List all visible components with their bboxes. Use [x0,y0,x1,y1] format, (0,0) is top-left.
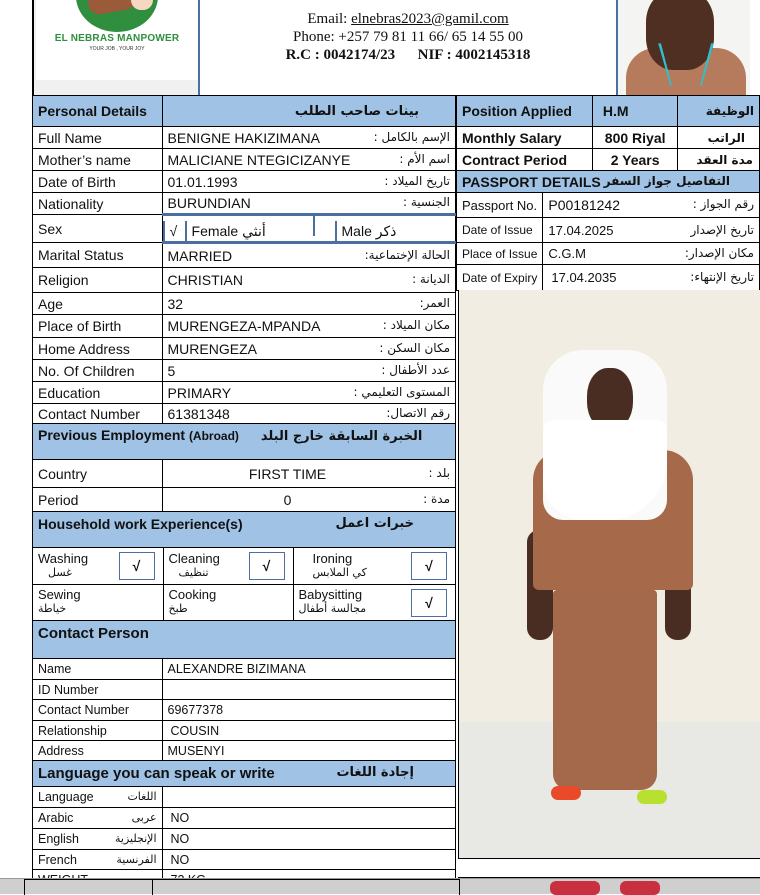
skill-cleaning [163,548,293,584]
passport-header-row [457,171,760,193]
male-option: Male ذكر [335,221,445,241]
skill-label: Cooking [168,587,217,603]
language-name [33,808,163,829]
field-value: CHRISTIAN [167,272,243,288]
field-value: NO [162,829,455,850]
field-label: Passport No. [457,193,543,218]
skill-label-ar: خياطة [38,602,67,616]
skill-label-ar: طبخ [168,602,188,616]
field-value-cell [162,488,455,512]
field-value: 17.04.2035 [551,270,617,285]
skill-label-ar: غسل [48,565,72,579]
skill-washing [33,548,163,584]
field-value: 17.04.2025 [548,222,614,238]
field-label-ar: رقم الجواز : [692,197,754,211]
languages-header [33,761,456,787]
field-label-ar: رقم الاتصال: [386,405,450,420]
skill-label: Ironing [312,550,353,566]
field-value-cell [543,265,760,291]
field-label: No. Of Children [33,360,163,382]
field-label-ar: مدة : [423,491,450,506]
field-value: MARRIED [167,247,233,264]
section-title: Previous Employment [38,427,186,443]
field-label: Place of Issue [457,243,543,265]
table-row [33,404,456,424]
table-row [457,193,760,218]
language-row [33,829,456,850]
field-label: Home Address [33,338,163,360]
position-applied-row [457,96,760,127]
field-label: Sex [33,215,163,243]
table-row [33,488,456,512]
headshot-photo [616,0,750,95]
field-value-cell [162,382,455,404]
field-label-ar: تاريخ الإنتهاء: [690,270,754,284]
table-row [33,268,456,293]
field-label-ar: الراتب [678,127,760,149]
field-value: 01.01.1993 [167,173,238,190]
skills-row-2 [33,584,455,620]
skill-label: Washing [38,550,89,566]
field-value-cell [162,127,455,149]
previous-employment-header [33,424,456,460]
field-label: Religion [33,268,163,293]
field-label-ar: مكان السكن : [379,340,450,355]
field-label: Date of Expiry [457,265,543,291]
field-value-cell [543,193,760,218]
table-row [457,265,760,291]
field-value-cell [162,171,455,193]
field-label: Country [33,460,163,488]
table-row [33,149,456,171]
field-label: Contract Period [457,149,593,171]
skills-row-1 [33,548,455,584]
section-title-ar: التفاصيل جواز السفر [603,173,730,188]
table-row [33,293,456,315]
table-row [33,680,456,700]
field-value-cell [543,218,760,243]
section-title: Household work Experience(s) [38,516,243,532]
field-label: Period [33,488,163,512]
next-page-preview [0,878,760,894]
female-option: Female أنثي [185,221,313,241]
field-value: 5 [167,362,176,379]
applicant-details-table [32,95,456,890]
field-label: Nationality [33,193,163,215]
contract-value: 2 Years [592,149,678,171]
language-name [33,829,163,850]
ironing-checkbox[interactable]: √ [411,552,447,580]
field-value: P00181242 [548,197,621,213]
table-row [33,721,456,741]
field-label: Date of Issue [457,218,543,243]
email-line: Email: elnebras2023@gamil.com [307,11,509,27]
skill-label: Sewing [38,587,81,603]
field-value-cell [162,268,455,293]
contract-row [457,149,760,171]
cleaning-checkbox[interactable]: √ [249,552,285,580]
field-label: Relationship [33,721,163,741]
washing-checkbox[interactable]: √ [119,552,155,580]
field-value: MUSENYI [162,741,455,761]
position-passport-table [456,95,760,291]
field-value: 0 [283,491,292,508]
logo-panel [32,0,200,95]
field-label-ar: مكان الميلاد : [382,318,450,332]
field-value-cell [162,149,455,171]
field-label: Place of Birth [33,315,163,338]
field-value: NO [162,808,455,829]
field-label: Position Applied [457,96,593,127]
field-value: COUSIN [162,721,455,741]
section-title: Contact Person [33,621,456,659]
email-link[interactable]: elnebras2023@gamil.com [351,11,509,27]
empty-cell [162,787,455,808]
field-label: Monthly Salary [457,127,593,149]
section-title-suffix: (Abroad) [188,429,239,443]
field-value: 61381348 [167,405,230,422]
field-label: Address [33,741,163,761]
skill-label: Cleaning [168,550,220,566]
skill-ironing [293,548,455,584]
field-label: Full Name [33,127,163,149]
field-value-cell [162,360,455,382]
field-value-cell [162,293,455,315]
field-value-cell [162,243,455,268]
field-label-ar: المستوى التعليمي : [353,384,450,399]
field-label-ar: تاريخ الإصدار [690,222,754,237]
table-row [33,243,456,268]
field-label-ar: الوظيفة [678,96,760,127]
field-label: Arabic [38,811,74,825]
field-value-cell [162,315,455,338]
table-row [33,193,456,215]
sex-options [162,215,455,243]
field-label-ar: عربى [131,811,157,824]
sex-row [33,215,456,243]
rc-number: R.C : 0042174/23 [285,47,396,63]
field-value: 69677378 [162,700,455,721]
male-checkbox[interactable] [313,216,335,236]
logo-emblem-icon [76,0,158,32]
field-label: English [38,832,79,846]
skill-sewing [33,584,163,620]
field-label-ar: العمر: [419,295,450,310]
field-value: PRIMARY [167,384,232,401]
contact-person-header [33,621,456,659]
table-row [33,338,456,360]
table-row [33,741,456,761]
nif-number: NIF : 4002145318 [417,47,531,63]
field-label-ar: الإنجليزية [115,832,157,845]
section-title: Language you can speak or write [38,765,275,782]
section-header-cell [457,171,760,193]
table-row [457,243,760,265]
field-value-cell [162,460,455,488]
field-label: Mother’s name [33,149,163,171]
company-contact-block [200,10,616,64]
language-name [33,850,163,870]
table-row [33,382,456,404]
company-logo [36,0,198,80]
field-value [162,680,455,700]
photo-footer-row [458,858,760,878]
field-value-cell [162,338,455,360]
field-label: Date of Birth [33,171,163,193]
field-label-ar: الفرنسية [116,852,157,866]
language-header-row [33,787,456,808]
household-header [33,512,456,548]
table-row [33,127,456,149]
field-value: ALEXANDRE BIZIMANA [162,659,455,680]
section-title-ar: بينات صاحب الطلب [162,96,455,127]
field-label-ar: عدد الأطفال : [381,362,450,377]
company-name: EL NEBRAS MANPOWER [54,33,180,44]
table-row [33,700,456,721]
phone-line: Phone: +257 79 81 11 66/ 65 14 55 00 [293,29,523,45]
female-checkbox[interactable]: √ [163,221,185,241]
section-header-cell [33,424,456,460]
field-value-cell [162,404,455,424]
language-row [33,808,456,829]
language-column-header [33,787,163,808]
table-row [33,171,456,193]
registration-line [200,46,616,64]
table-row [33,659,456,680]
field-label-ar: اسم الأم : [399,151,450,166]
field-label: Marital Status [33,243,163,268]
field-label-ar: مدة العقد [678,149,760,171]
salary-value: 800 Riyal [592,127,678,149]
personal-details-header [33,96,456,127]
field-value: NO [162,850,455,870]
field-value: 32 [167,295,184,312]
field-value-cell [162,193,455,215]
field-label: Contact Number [33,404,163,424]
field-value: MURENGEZA-MPANDA [167,318,321,334]
skills-cell [33,548,456,621]
babysitting-checkbox[interactable]: √ [411,589,447,617]
table-row [33,315,456,338]
field-label-ar: تاريخ الميلاد : [384,173,450,188]
skills-row [33,548,456,621]
table-row [457,218,760,243]
skill-babysitting [293,584,455,620]
field-label-ar: الديانة : [412,272,450,286]
skill-label-ar: مجالسة أطفال [298,602,367,616]
salary-row [457,127,760,149]
section-title: PASSPORT DETAILS [462,173,601,190]
skills-grid [33,548,455,620]
field-label-ar: الحالة الإختماعية: [364,247,450,262]
field-label: French [38,852,77,867]
language-row [33,850,456,870]
table-row [33,360,456,382]
field-value: BURUNDIAN [167,195,251,211]
section-header-cell [33,761,456,787]
skill-label: Babysitting [298,587,363,603]
field-label: Name [33,659,163,680]
company-tagline: YOUR JOB , YOUR JOY [89,46,145,52]
section-title-ar: الخبرة السابقة خارج البلد [260,429,423,444]
section-title: Personal Details [33,96,163,127]
field-value: MALICIANE NTEGICIZANYE [167,151,351,168]
field-label: Contact Number [33,700,163,721]
field-label-ar: الإسم بالكامل : [373,129,450,144]
field-value: MURENGEZA [167,340,257,357]
skill-label-ar: كي الملابس [312,565,367,579]
skill-cooking [163,584,293,620]
field-label-ar: اللغات [127,790,157,803]
table-row [33,460,456,488]
field-label-ar: بلد : [428,465,450,480]
section-title-ar: إجادة اللغات [336,765,414,780]
field-label: Age [33,293,163,315]
section-title-ar: خبرات اعمل [335,516,414,531]
position-value: H.M [592,96,678,127]
skill-label-ar: تنظيف [178,565,209,579]
field-value: BENIGNE HAKIZIMANA [167,129,320,146]
field-label: Education [33,382,163,404]
field-label: Language [38,790,94,804]
full-body-photo [458,290,760,858]
field-value: C.G.M [548,246,586,261]
field-label: ID Number [33,680,163,700]
field-label-ar: الجنسية : [403,195,450,209]
field-value-cell [543,243,760,265]
section-header-cell [33,512,456,548]
field-value: FIRST TIME [248,465,327,482]
field-label-ar: مكان الإصدار: [684,246,754,260]
